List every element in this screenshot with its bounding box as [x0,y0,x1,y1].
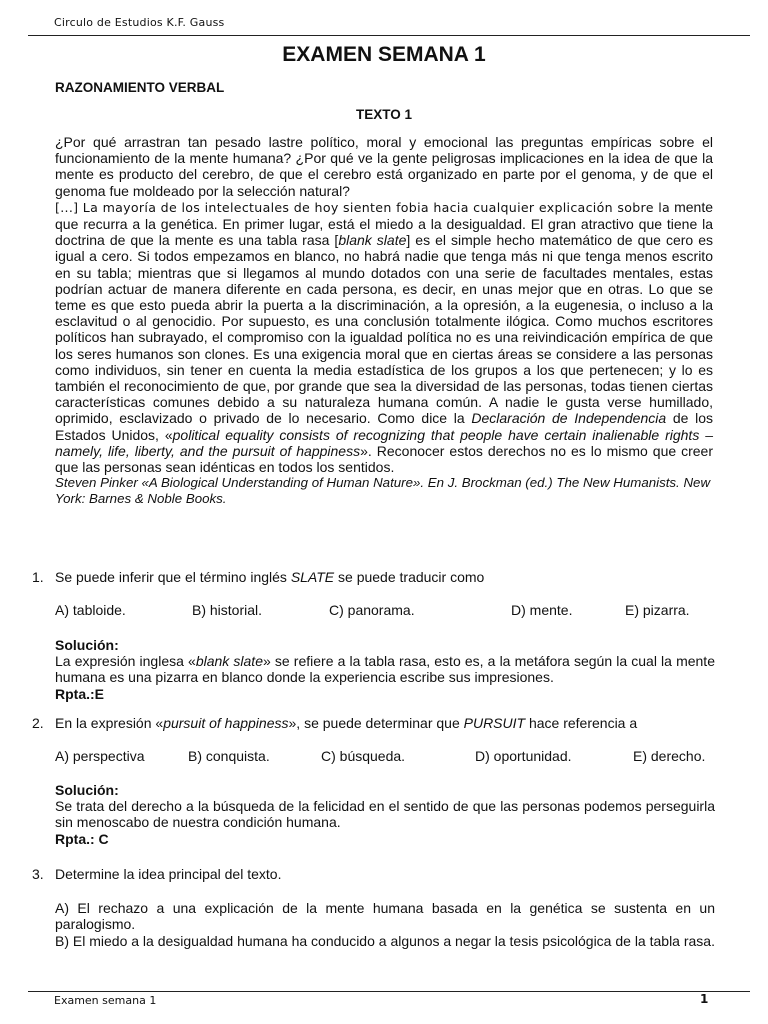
passage-paragraph-1: ¿Por qué arrastran tan pesado lastre político, moral y emocional las preguntas empíricas sobre el funcionamiento de la mente humana? ¿Por qué ve la gente peligrosas implicaciones en la idea de que la mente es producto del cerebro, de que el cerebro está organizado en parte por el genoma, y de que el genoma fue moldeado por la selección natural? [55,134,713,199]
question-number: 2. [32,715,44,731]
option-c[interactable]: C) búsqueda. [321,748,406,764]
option-c[interactable]: C) panorama. [329,602,415,618]
blank-slate-term: blank slate [338,232,407,249]
slate-term: SLATE [290,569,335,585]
solution-label: Solución: [55,637,119,653]
passage-paragraph-2: [...] La mayoría de los intelectuales de hoy sienten fobia hacia cualquier explicación sobre la mente que recurra a la genética. En primer lugar, está el miedo a la desigualdad. El gran atractivo que tiene la doctrina de que la mente es una tabla rasa [blank slate] es el simple hecho matemático de que cero es igual a cero. Si todos empezamos en blanco, no habrá nadie que tenga más ni que tenga menos escrito en su tabla; mientras que si llegamos al mundo dotados con una serie de facultades mentales, estas podrían actuar de manera diferente en cada persona, es decir, en unas mejor que en otras. Lo que se teme es que esto pueda abrir la puerta a la discriminación, a la opresión, a la eugenesia, o incluso a la esclavitud o al genocidio. Por supuesto, es una conclusión totalmente ilógica. Como muchos escritores políticos han subrayado, el compromiso con la igualdad política no es una reivindicación empírica de que los seres humanos son clones. Es una exigencia moral que en ciertas áreas se considere a las personas como individuos, sin tener en cuenta la media estadística de los grupos a los que pertenecen; y lo es también el reconocimiento de que, por grande que sea la diversidad de las personas, todas tienen ciertas características comunes debido a su naturaleza humana común. A nadie le gusta verse humillado, oprimido, esclavizado o privado de lo necesario. Como dice la Declaración de Independencia de los Estados Unidos, «political equality consists of recognizing that people have certain inalienable rights –namely, life, liberty, and the pursuit of happiness». Reconocer estos derechos no es lo mismo que creer que las personas sean idénticas en todos los sentidos. [55,198,714,476]
alternative-a[interactable]: A) El rechazo a una explicación de la mente humana basada en la genética se sustenta en un paralogismo. [55,900,715,933]
option-d[interactable]: D) mente. [511,602,573,618]
option-b[interactable]: B) historial. [192,602,263,618]
question-3: 3. Determine la idea principal del texto. [32,866,282,882]
header-divider [28,35,750,36]
option-e[interactable]: E) pizarra. [625,602,690,618]
section-heading: RAZONAMIENTO VERBAL [55,80,225,95]
solution-2: Solución: Se trata del derecho a la búsqueda de la felicidad en el sentido de que las personas podemos perseguirla sin menoscabo de nuestra condición humana. Rpta.: C [55,782,715,847]
page-number: 1 [700,992,709,1006]
citation: Steven Pinker «A Biological Understanding of Human Nature». En J. Brockman (ed.) The New Humanists. New York: Barnes & Noble Books. [55,475,711,507]
text-heading: TEXTO 1 [355,107,413,122]
footer-label: Examen semana 1 [54,994,157,1007]
option-a[interactable]: A) tabloide. [55,602,126,618]
passage [55,134,713,507]
option-e[interactable]: E) derecho. [633,748,706,764]
footer-divider [28,991,750,992]
alternative-b[interactable]: B) El miedo a la desigualdad humana ha conducido a algunos a negar la tesis psicológica de la tabla rasa. [55,933,715,949]
answer: Rpta.:E [55,685,104,702]
option-b[interactable]: B) conquista. [188,748,270,764]
english-quote: political equality consists of recognizing that people have certain inalienable rights –namely, life, liberty, and the pursuit of happiness [55,426,713,459]
question-number: 1. [32,569,44,585]
answer: Rpta.: C [55,830,109,847]
declaration-title: Declaración de Independencia [471,410,667,427]
solution-1: Solución: La expresión inglesa «blank slate» se refiere a la tabla rasa, esto es, a la metáfora según la cual la mente humana es una pizarra en blanco donde la experiencia escribe sus impresiones. Rpta.:E [55,637,715,702]
question-2: 2. En la expresión «pursuit of happiness», se puede determinar que PURSUIT hace referencia a [32,715,638,731]
pursuit-term: PURSUIT [463,715,526,731]
question-1: 1. Se puede inferir que el término inglés SLATE se puede traducir como [32,569,485,585]
header-org: Circulo de Estudios K.F. Gauss [54,16,225,29]
option-a[interactable]: A) perspectiva [55,748,145,764]
solution-label: Solución: [55,782,119,798]
option-d[interactable]: D) oportunidad. [475,748,572,764]
passage-ellipsis-line: [...] La mayoría de los intelectuales de hoy sienten fobia hacia cualquier explicación sobre la [55,199,671,215]
page-title: EXAMEN SEMANA 1 [282,43,486,66]
question-number: 3. [32,866,44,882]
